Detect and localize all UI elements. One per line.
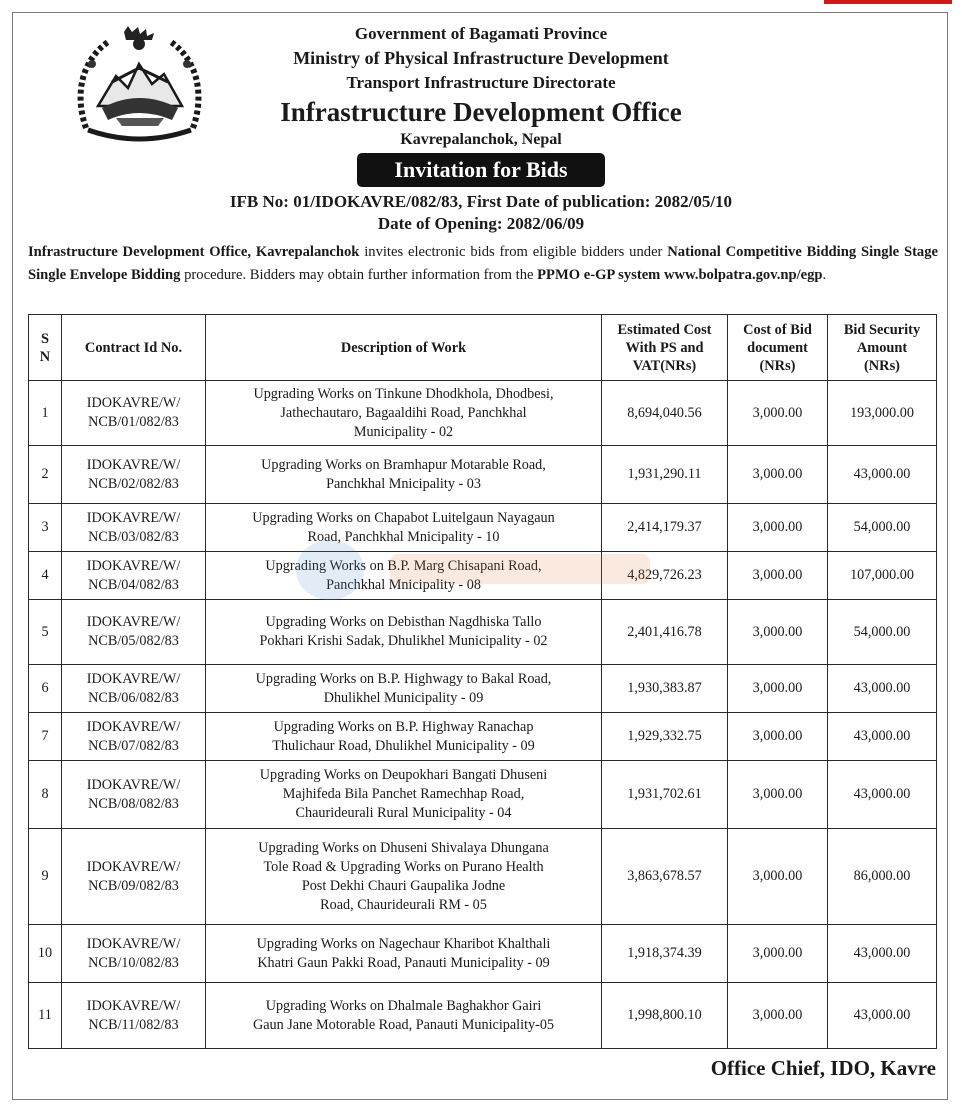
- contract-line: NCB/08/082/83: [88, 795, 179, 812]
- sn-cell: 3: [29, 504, 62, 552]
- description-cell: [206, 504, 602, 552]
- cost-cell: 2,401,416.78: [602, 600, 728, 665]
- contract-cell: [62, 381, 206, 446]
- intro-end: .: [822, 267, 827, 283]
- cost-cell: 1,931,290.11: [602, 446, 728, 504]
- contract-line: NCB/11/082/83: [88, 1016, 179, 1033]
- description-line: Upgrading Works on Chapabot Luitelgaun Nayagaun: [252, 509, 555, 526]
- contract-line: NCB/06/082/83: [88, 689, 179, 706]
- description-cell: [206, 381, 602, 446]
- signature-office-chief: Office Chief, IDO, Kavre: [710, 1056, 936, 1080]
- intro-procedure: National Competitive Bidding Single Stage Single Envelope Bidding: [28, 244, 938, 283]
- contract-line: IDOKAVRE/W/: [86, 935, 181, 952]
- sn-cell: 6: [29, 665, 62, 713]
- contract-cell: [62, 713, 206, 761]
- contract-header: Contract Id No.: [62, 315, 206, 381]
- description-cell: [206, 552, 602, 600]
- intro-text-1: invites electronic bids from eligible bidders under: [359, 244, 668, 260]
- intro-text-2: procedure. Bidders may obtain further information from the: [180, 267, 538, 283]
- security-cell: 43,000.00: [828, 761, 937, 829]
- cost-cell: 1,918,374.39: [602, 925, 728, 983]
- office-title: Infrastructure Development Office: [280, 97, 682, 127]
- cost-cell: 1,930,383.87: [602, 665, 728, 713]
- contract-line: IDOKAVRE/W/: [86, 456, 181, 473]
- intro-office: Infrastructure Development Office, Kavrepalanchok: [28, 244, 360, 260]
- doc-header-l2: document: [747, 339, 808, 356]
- table-row: [29, 761, 937, 829]
- cost-cell: 1,998,800.10: [602, 983, 728, 1049]
- description-line: Chaurideurali Rural Municipality - 04: [295, 805, 512, 821]
- government-line: Government of Bagamati Province: [354, 24, 608, 43]
- cost-header-l2: With PS and: [625, 339, 704, 356]
- table-row: [29, 504, 937, 552]
- description-line: Upgrading Works on B.P. Marg Chisapani Road,: [265, 557, 542, 574]
- table-row: [29, 665, 937, 713]
- description-cell: [206, 600, 602, 665]
- sn-cell: 1: [29, 381, 62, 446]
- security-cell: 43,000.00: [828, 925, 937, 983]
- security-cell: 43,000.00: [828, 446, 937, 504]
- sn-header-top: S: [40, 330, 49, 347]
- doc-header-l1: Cost of Bid: [743, 321, 812, 338]
- security-cell: 43,000.00: [828, 983, 937, 1049]
- contract-cell: [62, 665, 206, 713]
- doc-header-l3: (NRs): [759, 357, 796, 374]
- sn-cell: 5: [29, 600, 62, 665]
- table-row: [29, 446, 937, 504]
- doc-header: [728, 315, 828, 381]
- contract-line: NCB/03/082/83: [88, 528, 179, 545]
- contract-cell: [62, 761, 206, 829]
- directorate-line: Transport Infrastructure Directorate: [346, 73, 616, 92]
- cost-cell: 1,931,702.61: [602, 761, 728, 829]
- description-line: Road, Chaurideurali RM - 05: [320, 896, 487, 913]
- security-header-l2: Amount: [856, 339, 908, 356]
- description-line: Upgrading Works on Tinkune Dhodkhola, Dhodbesi,: [253, 385, 554, 402]
- description-line: Upgrading Works on Nagechaur Kharibot Khalthali: [256, 935, 551, 952]
- description-line: Pokhari Krishi Sadak, Dhulikhel Municipality - 02: [259, 633, 548, 649]
- table-row: [29, 925, 937, 983]
- contract-line: IDOKAVRE/W/: [86, 395, 181, 411]
- opening-date-line: Date of Opening: 2082/06/09: [377, 214, 585, 233]
- description-line: Upgrading Works on Dhalmale Baghakhor Gairi: [265, 997, 542, 1014]
- description-cell: [206, 983, 602, 1049]
- description-line: Jathechautaro, Bagaaldihi Road, Panchkhal: [280, 404, 527, 421]
- description-line: Upgrading Works on Debisthan Nagdhiska Tallo: [265, 614, 542, 630]
- description-line: Thulichaur Road, Dhulikhel Municipality - 09: [272, 737, 535, 754]
- description-line: Post Dekhi Chauri Gaupalika Jodne: [301, 877, 506, 894]
- intro-paragraph: [28, 241, 938, 287]
- contract-line: NCB/09/082/83: [88, 877, 179, 894]
- sn-cell: 4: [29, 552, 62, 600]
- description-line: Road, Panchkhal Mnicipality - 10: [307, 528, 500, 545]
- security-cell: 54,000.00: [828, 504, 937, 552]
- doc-cost-cell: 3,000.00: [728, 446, 828, 504]
- contract-line: IDOKAVRE/W/: [86, 776, 181, 793]
- contract-cell: [62, 983, 206, 1049]
- sn-cell: 11: [29, 983, 62, 1049]
- security-cell: 43,000.00: [828, 713, 937, 761]
- contract-line: IDOKAVRE/W/: [86, 509, 181, 526]
- sn-cell: 7: [29, 713, 62, 761]
- contract-line: NCB/01/082/83: [88, 414, 179, 430]
- doc-cost-cell: 3,000.00: [728, 761, 828, 829]
- description-line: Panchkhal Mnicipality - 08: [326, 576, 481, 593]
- table-header-row: [29, 315, 937, 381]
- description-line: Majhifeda Bila Panchet Ramechhap Road,: [282, 786, 525, 802]
- cost-cell: 2,414,179.37: [602, 504, 728, 552]
- contract-cell: [62, 504, 206, 552]
- description-line: Khatri Gaun Pakki Road, Panauti Municipality - 09: [257, 954, 550, 971]
- contract-cell: [62, 600, 206, 665]
- description-line: Upgrading Works on B.P. Highway Ranachap: [273, 718, 534, 735]
- doc-cost-cell: 3,000.00: [728, 983, 828, 1049]
- contract-line: IDOKAVRE/W/: [86, 557, 181, 574]
- description-line: Upgrading Works on B.P. Highwagy to Bakal Road,: [255, 670, 552, 687]
- sn-header-bottom: N: [39, 348, 51, 365]
- security-cell: 193,000.00: [828, 381, 937, 446]
- security-header-l3: (NRs): [864, 357, 900, 374]
- intro-system: PPMO e-GP system: [537, 267, 661, 283]
- contract-cell: [62, 446, 206, 504]
- contract-line: IDOKAVRE/W/: [86, 670, 181, 687]
- table-row: [29, 829, 937, 925]
- description-cell: [206, 829, 602, 925]
- doc-cost-cell: 3,000.00: [728, 925, 828, 983]
- doc-cost-cell: 3,000.00: [728, 552, 828, 600]
- cost-header: [602, 315, 728, 381]
- contract-line: NCB/05/082/83: [88, 633, 179, 649]
- contract-cell: [62, 829, 206, 925]
- invitation-badge: Invitation for Bids: [357, 153, 605, 187]
- cost-cell: 8,694,040.56: [602, 381, 728, 446]
- ifb-number-line: IFB No: 01/IDOKAVRE/082/83, First Date of publication: 2082/05/10: [229, 192, 733, 211]
- description-line: Upgrading Works on Dhuseni Shivalaya Dhungana: [258, 839, 549, 856]
- security-header: [828, 315, 937, 381]
- sn-header: [29, 315, 62, 381]
- contract-line: NCB/10/082/83: [88, 954, 179, 971]
- security-header-l1: Bid Security: [843, 321, 921, 338]
- contract-line: NCB/02/082/83: [88, 475, 179, 492]
- contract-line: IDOKAVRE/W/: [86, 614, 181, 630]
- table-row: [29, 552, 937, 600]
- doc-cost-cell: 3,000.00: [728, 665, 828, 713]
- description-line: Upgrading Works on Bramhapur Motarable Road,: [261, 456, 546, 473]
- description-cell: [206, 925, 602, 983]
- description-line: Tole Road & Upgrading Works on Purano Health: [263, 858, 544, 875]
- description-line: Gaun Jane Motorable Road, Panauti Municipality-05: [252, 1016, 555, 1033]
- office-location: Kavrepalanchok, Nepal: [400, 131, 562, 148]
- description-cell: [206, 761, 602, 829]
- cost-header-l3: VAT(NRs): [632, 357, 697, 374]
- description-line: Municipality - 02: [353, 423, 454, 440]
- security-cell: 43,000.00: [828, 665, 937, 713]
- cost-header-l1: Estimated Cost: [617, 321, 712, 338]
- cost-cell: 1,929,332.75: [602, 713, 728, 761]
- doc-cost-cell: 3,000.00: [728, 829, 828, 925]
- table-row: [29, 381, 937, 446]
- security-cell: 86,000.00: [828, 829, 937, 925]
- description-line: Panchkhal Mnicipality - 03: [326, 475, 481, 492]
- security-cell: 107,000.00: [828, 552, 937, 600]
- contract-cell: [62, 925, 206, 983]
- sn-cell: 10: [29, 925, 62, 983]
- description-line: Dhulikhel Municipality - 09: [323, 689, 484, 706]
- bids-table: [28, 314, 937, 1049]
- description-header: Description of Work: [206, 315, 602, 381]
- table-row: [29, 983, 937, 1049]
- contract-cell: [62, 552, 206, 600]
- contract-line: IDOKAVRE/W/: [86, 718, 181, 735]
- sn-cell: 2: [29, 446, 62, 504]
- cost-cell: 4,829,726.23: [602, 552, 728, 600]
- contract-line: NCB/07/082/83: [88, 737, 179, 754]
- doc-cost-cell: 3,000.00: [728, 504, 828, 552]
- sn-cell: 9: [29, 829, 62, 925]
- description-cell: [206, 446, 602, 504]
- doc-cost-cell: 3,000.00: [728, 600, 828, 665]
- table-row: [29, 600, 937, 665]
- sn-cell: 8: [29, 761, 62, 829]
- doc-cost-cell: 3,000.00: [728, 713, 828, 761]
- description-line: Upgrading Works on Deupokhari Bangati Dhuseni: [259, 767, 548, 783]
- security-cell: 54,000.00: [828, 600, 937, 665]
- top-red-accent-bar: [824, 0, 952, 4]
- contract-line: NCB/04/082/83: [88, 576, 179, 593]
- description-cell: [206, 713, 602, 761]
- description-cell: [206, 665, 602, 713]
- contract-line: IDOKAVRE/W/: [86, 997, 181, 1014]
- doc-cost-cell: 3,000.00: [728, 381, 828, 446]
- ministry-line: Ministry of Physical Infrastructure Development: [293, 48, 669, 68]
- table-row: [29, 713, 937, 761]
- cost-cell: 3,863,678.57: [602, 829, 728, 925]
- intro-url: www.bolpatra.gov.np/egp: [663, 267, 823, 283]
- contract-line: IDOKAVRE/W/: [86, 858, 181, 875]
